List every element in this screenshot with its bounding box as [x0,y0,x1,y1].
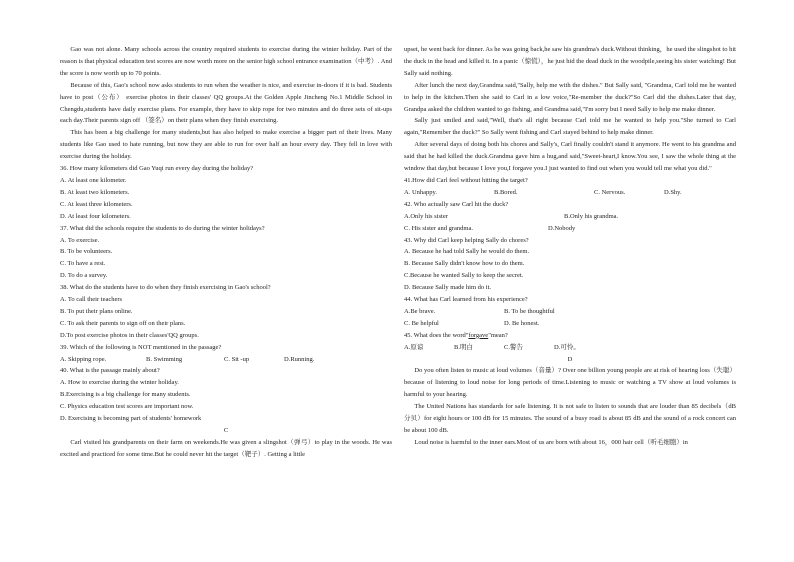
question-37-option-c: C. To have a rest. [60,260,106,268]
question-45-option-a: A.原谅 [404,343,424,351]
question-38-option-a: A. To call their teachers [60,296,123,304]
left-column [60,44,392,461]
question-41-options [404,187,736,199]
question-40: 40. What is the passage mainly about? [60,367,160,375]
question-39: 39. Which of the following is NOT mentioned in the passage? [60,343,222,351]
question-44-options-ab [404,306,736,318]
question-38-option-d: D.To post exercise photos in their classes'QQ groups. [60,331,199,339]
question-40-option-c: C. Physics education test scores are important now. [60,403,194,411]
question-45-option-b: B.明白 [454,343,473,351]
question-41-option-b: B.Bored. [494,188,518,196]
question-37-option-b: B. To be volunteers. [60,248,113,256]
question-39-option-c: C. Sit -up [224,355,250,363]
question-40-option-a: A. How to exercise during the winter holiday. [60,379,179,387]
right-column [404,44,736,449]
paragraph-duck: upset, he went back for dinner. As he was going back,he saw his grandma's duck.Without thinking，he used the slingshot to hit the duck in the head and killed it. In a panic（惊慌），he just hid the dead duck in the woodpile,seeing his sister watching! But Sally said nothing. [404,46,736,77]
question-45-word: forgave [468,331,489,339]
question-42: 42. Who actually saw Carl hit the duck? [404,200,509,208]
question-42-options-ab [404,211,736,223]
paragraph-un-standards: The United Nations has standards for safe listening. It is not safe to listen to sounds that are louder than 85 decibels（dB 分贝）for eight hours or 100 dB for 15 minutes. The sound of a busy road is about 85 dB and the sound of a rock concert can be about 100 dB. [404,403,736,434]
question-41: 41.How did Carl feel without hitting the target? [404,176,528,184]
question-45-option-d: D.可怜。 [554,343,580,351]
question-45-suffix: "mean? [488,331,508,339]
paragraph-inner-ears: Loud noise is harmful to the inner ears.Most of us are born with about 16，000 hair cell（听毛细胞）in [414,438,688,446]
question-36-option-a: A. At least one kilometer. [60,176,127,184]
section-d-heading: D [567,355,573,363]
question-45-options [404,342,736,354]
question-36-option-d: D. At least four kilometers. [60,212,131,220]
paragraph-challenge: This has been a big challenge for many students,but has also helped to make exercise a bigger part of their lives. Many students like Gao used to hate running, but now they are able to run for over half an hour every day. They fell in love with exercise during the holiday. [60,129,392,161]
paragraph-sally-smiled: Sally just smiled and said,"Well, that's all right because Carl told me he wanted to help you."She turned to Carl again,"Remember the duck?" So Sally went fishing and Carl stayed behind to help make dinner. [404,117,736,137]
question-42-options-cd [404,223,736,235]
question-40-option-d: D. Exercising is becoming part of students' homework [60,415,202,423]
question-37-option-d: D. To do a survey. [60,272,108,280]
question-37: 37. What did the schools require the students to do during the winter holidays? [60,224,265,232]
question-44-options-cd [404,318,736,330]
question-40-option-b: B.Exercising is a big challenge for many students. [60,391,191,399]
question-44: 44. What has Carl learned from his experience? [404,296,528,304]
question-42-option-d: D.Nobody [548,224,576,232]
question-39-option-b: B. Swimming [146,355,183,363]
question-45-prefix: 45. What does the word" [404,331,469,339]
paragraph-dishes: After lunch the next day,Grandma said,"Sally, help me with the dishes." But Sally said, "Grandma, Carl told me he wanted to help in the kitchen.Then she said to Carl in a low voice,"Re-member the duck?"So Carl did the dishes.Later that day, Grandpa asked the children wanted to go fishing, and Grandma said,"I'm sorry but I need Sally to help me make dinner. [404,81,736,113]
question-43-option-c: C.Because he wanted Sally to keep the secret. [404,272,524,280]
question-39-option-d: D.Running. [284,355,315,363]
question-37-option-a: A. To exercise. [60,236,100,244]
question-43-option-d: D. Because Sally made him do it. [404,284,492,292]
question-41-option-d: D.Shy. [664,188,682,196]
question-43-option-b: B. Because Sally didn't know how to do them. [404,260,525,268]
question-42-option-c: C. His sister and grandma. [404,224,473,232]
question-44-option-a: A.Be brave. [404,307,436,315]
question-44-option-b: B. To be thoughtful [504,307,555,315]
paragraph-loud-volume: Do you often listen to music at loud volumes（音量）? Over one billion young people are at risk of hearing loss（失聪）because of listening to loud noise for long periods of time.Listening to music or watching a TV show at loud volumes is harmful to your hearing. [404,367,736,399]
question-44-option-d: D. Be honest. [504,319,540,327]
question-44-option-c: C. Be helpful [404,319,439,327]
question-45 [404,330,736,342]
question-36: 36. How many kilometers did Gao Yuqi run every day during the holiday? [60,165,254,173]
question-38-option-c: C. To ask their parents to sign off on their plans. [60,319,186,327]
question-41-option-c: C. Nervous. [594,188,626,196]
question-42-option-b: B.Only his grandma. [564,212,619,220]
paragraph-confession: After several days of doing both his chores and Sally's, Carl finally couldn't stand it anymore. He went to his grandma and said that he had killed the duck.Grandma gave him a hug,and said,"Sweet-heart,I know.You see, I saw the whole thing at the window that day,but because I love you,I forgave you.I just wanted to find out when you would tell me what you did." [404,141,736,173]
question-45-option-c: C.警告 [504,343,523,351]
question-39-option-a: A. Skipping rope. [60,355,107,363]
question-42-option-a: A.Only his sister [404,212,448,220]
paragraph-gao-not-alone: Gao was not alone. Many schools across the country required students to exercise during the winter holiday. Part of the reason is that physical education test scores are now worth more on the senior high school entrance examination（中考）. And the score is now worth up to 70 points. [60,46,392,77]
question-38-option-b: B. To put their plans online. [60,307,133,315]
section-c-heading: C [223,427,229,434]
question-38: 38. What do the students have to do when they finish exercising in Gao's school? [60,284,271,292]
question-39-options [60,354,392,366]
question-43: 43. Why did Carl keep helping Sally do chores? [404,236,529,244]
paragraph-school-rules: Because of this, Gao's school now asks students to run when the weather is nice, and exercise in-doors if it is bad. Students have to post（公布） exercise photos in their classes' QQ groups.At the Golden Apple Jincheng No.1 Middle School in Chengdu,students have daily exercise plans. For example, they have to skip rope for two minutes and do three sets of sit-ups each day.Their parents sign off （签名）on their plans when they finish exercising. [60,81,392,125]
question-36-option-c: C. At least three kilometers. [60,200,133,208]
paragraph-carl-visit: Carl visited his grandparents on their farm on weekends.He was given a slingshot（弹弓）to play in the woods. He was excited and practiced for some time.But he could never hit the target（靶子）. Getting a little [60,438,392,458]
question-41-option-a: A. Unhappy. [404,188,437,196]
question-43-option-a: A. Because he had told Sally he would do them. [404,248,530,256]
question-36-option-b: B. At least two kilometers. [60,188,130,196]
